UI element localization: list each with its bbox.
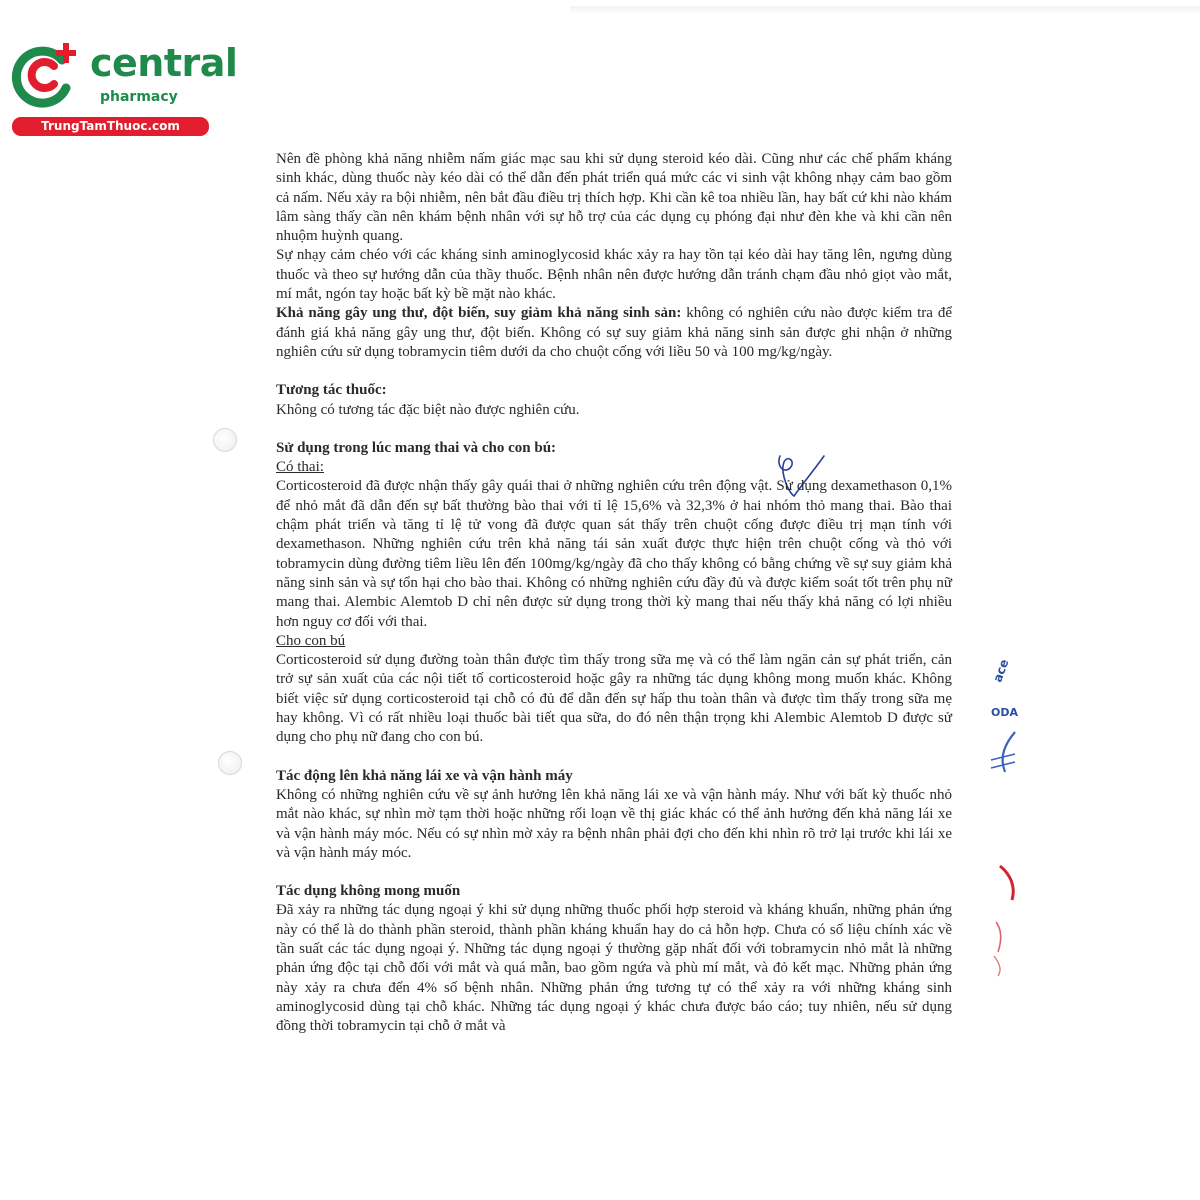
driving-text: Không có những nghiên cứu về sự ảnh hưởng lên khả năng lái xe và vận hành máy. Như với bất kỳ thuốc nhỏ mắt nào khác, sự nhìn mờ tạm thời hoặc những rối loạn về thị giác khác có thể ảnh hưởng đến khả năng lái xe và vận hành máy móc. Nếu có sự nhìn mờ xảy ra bệnh nhân phải đợi cho đến khi nhìn rõ trở lại trước khi lái xe và vận hành máy móc. bbox=[276, 786, 952, 861]
pregnant-text: Corticosteroid đã được nhận thấy gây quái thai ở những nghiên cứu trên động vật. Sử dụng dexamethason 0,1% để nhỏ mắt đã dẫn đến sự bất thường bào thai với tỉ lệ 15,6% và 32,3% ở hai nhóm thỏ mang thai. Bào thai chậm phát triển và tăng tỉ lệ tử vong đã được quan sát thấy trên chuột cống được điều trị mạn tính với dexamethason. Những nghiên cứu trên khả năng tái sản xuất được thực hiện trên chuột cống và thỏ với tobramycin dùng đường tiêm liều lên đến 100mg/kg/ngày đã cho thấy không có bằng chứng về sự suy giảm khả năng sinh sản và sự tổn hại cho bào thai. Không có những nghiên cứu đầy đủ và được kiểm soát tốt trên phụ nữ mang thai. Alembic Alemtob D chỉ nên được sử dụng trong thời kỳ mang thai nếu thấy khả năng có lợi nhiều hơn nguy cơ đối với thai. bbox=[276, 478, 952, 630]
breastfeeding-text: Corticosteroid sử dụng đường toàn thân được tìm thấy trong sữa mẹ và có thể làm ngăn cản sự phát triển, cản trở sự sản xuất của các nội tiết tố corticosteroid hoặc gây ra những tác dụng không mong muốn khác. Không biết việc sử dụng corticosteroid tại chỗ có đủ để dẫn đến sự hấp thu toàn thân và được tìm thấy trong sữa mẹ hay không. Vì có rất nhiều loại thuốc bài tiết qua sữa, do đó nên thận trọng khi Alembic Alemtob D được sử dụng cho phụ nữ đang cho con bú. bbox=[276, 652, 952, 746]
document-body bbox=[276, 150, 952, 1036]
paragraph-cross-sensitivity: Sự nhạy cảm chéo với các kháng sinh aminoglycosid khác xảy ra hay tồn tại kéo dài hay tăng lên, ngưng dùng thuốc và theo sự hướng dẫn của thầy thuốc. Bệnh nhân nên được hướng dẫn tránh chạm đầu nhỏ giọt vào mắt, mí mắt, ngón tay hoặc bất kỳ bề mặt nào khác. bbox=[276, 247, 952, 303]
paragraph-fungal-warning: Nên đề phòng khả năng nhiễm nấm giác mạc sau khi sử dụng steroid kéo dài. Cũng như các chế phẩm kháng sinh khác, dùng thuốc này kéo dài có thể dẫn đến phát triển quá mức các vi sinh vật không nhạy cảm bao gồm cả nấm. Nếu xảy ra bội nhiễm, nên bắt đầu điều trị thích hợp. Khi cần kê toa nhiều lần, hay bất cứ khi nào khám lâm sàng thấy cần nên khám bệnh nhân với sự hỗ trợ của các dụng cụ phóng đại như đèn khe và khi cần nên nhuộm huỳnh quang. bbox=[276, 151, 952, 245]
partial-stamp-blue bbox=[985, 650, 1025, 780]
carcinogenicity-text: không có nghiên cứu nào được kiểm tra để đánh giá khả năng gây ung thư, đột biến. Không có sự suy giảm khả năng sinh sản được ghi nhận ở những nghiên cứu sử dụng tobramycin tiêm dưới da cho chuột cống với liều 50 và 100 mg/kg/ngày. bbox=[276, 305, 953, 360]
side-effects-heading: Tác dụng không mong muốn bbox=[276, 883, 461, 900]
logo-brand-name: central bbox=[90, 41, 238, 85]
driving-heading: Tác động lên khả năng lái xe và vận hành máy bbox=[276, 767, 573, 784]
side-effects-text: Đã xảy ra những tác dụng ngoại ý khi sử dụng những thuốc phối hợp steroid và kháng khuẩn, những phản ứng này có thể là do thành phần steroid, thành phần kháng khuẩn hay do cả hỗn hợp. Chưa có số liệu chính xác về tần suất các tác dụng ngoại ý. Những tác dụng ngoại ý thường gặp nhất đối với tobramycin nhỏ mắt là những phản ứng độc tại chỗ đối với mắt và quá mẫn, bao gồm ngứa và phù mí mắt, và đỏ kết mạc. Những phản ứng này xảy ra chưa đến 4% số bệnh nhân. Những phản ứng tương tự có thể xảy ra với những kháng sinh aminoglycosid dùng tại chỗ khác. Những tác dụng ngoại ý khác chưa được báo cáo; tuy nhiên, nếu sử dụng đồng thời tobramycin tại chỗ ở mắt và bbox=[276, 902, 952, 1035]
pregnant-subheading: Có thai: bbox=[276, 459, 324, 476]
carcinogenicity-heading: Khả năng gây ung thư, đột biến, suy giảm khả năng sinh sản: bbox=[276, 305, 682, 322]
breastfeeding-subheading: Cho con bú bbox=[276, 632, 346, 649]
central-logo-icon bbox=[10, 38, 86, 108]
svg-text:ODA: ODA bbox=[991, 706, 1018, 719]
central-pharmacy-logo[interactable] bbox=[10, 38, 238, 138]
partial-stamp-red bbox=[990, 860, 1020, 980]
logo-subtitle: pharmacy bbox=[100, 89, 178, 105]
paragraph-carcinogenicity bbox=[276, 304, 952, 362]
scan-edge-shadow bbox=[570, 6, 1200, 14]
drug-interaction-heading: Tương tác thuốc: bbox=[276, 382, 387, 399]
logo-website-link[interactable]: TrungTamThuoc.com bbox=[12, 117, 209, 136]
pregnancy-heading: Sử dụng trong lúc mang thai và cho con bú: bbox=[276, 439, 557, 456]
binder-hole-top bbox=[213, 428, 237, 452]
binder-hole-bottom bbox=[218, 751, 242, 775]
svg-text:ace: ace bbox=[990, 657, 1012, 685]
drug-interaction-text: Không có tương tác đặc biệt nào được nghiên cứu. bbox=[276, 401, 580, 418]
